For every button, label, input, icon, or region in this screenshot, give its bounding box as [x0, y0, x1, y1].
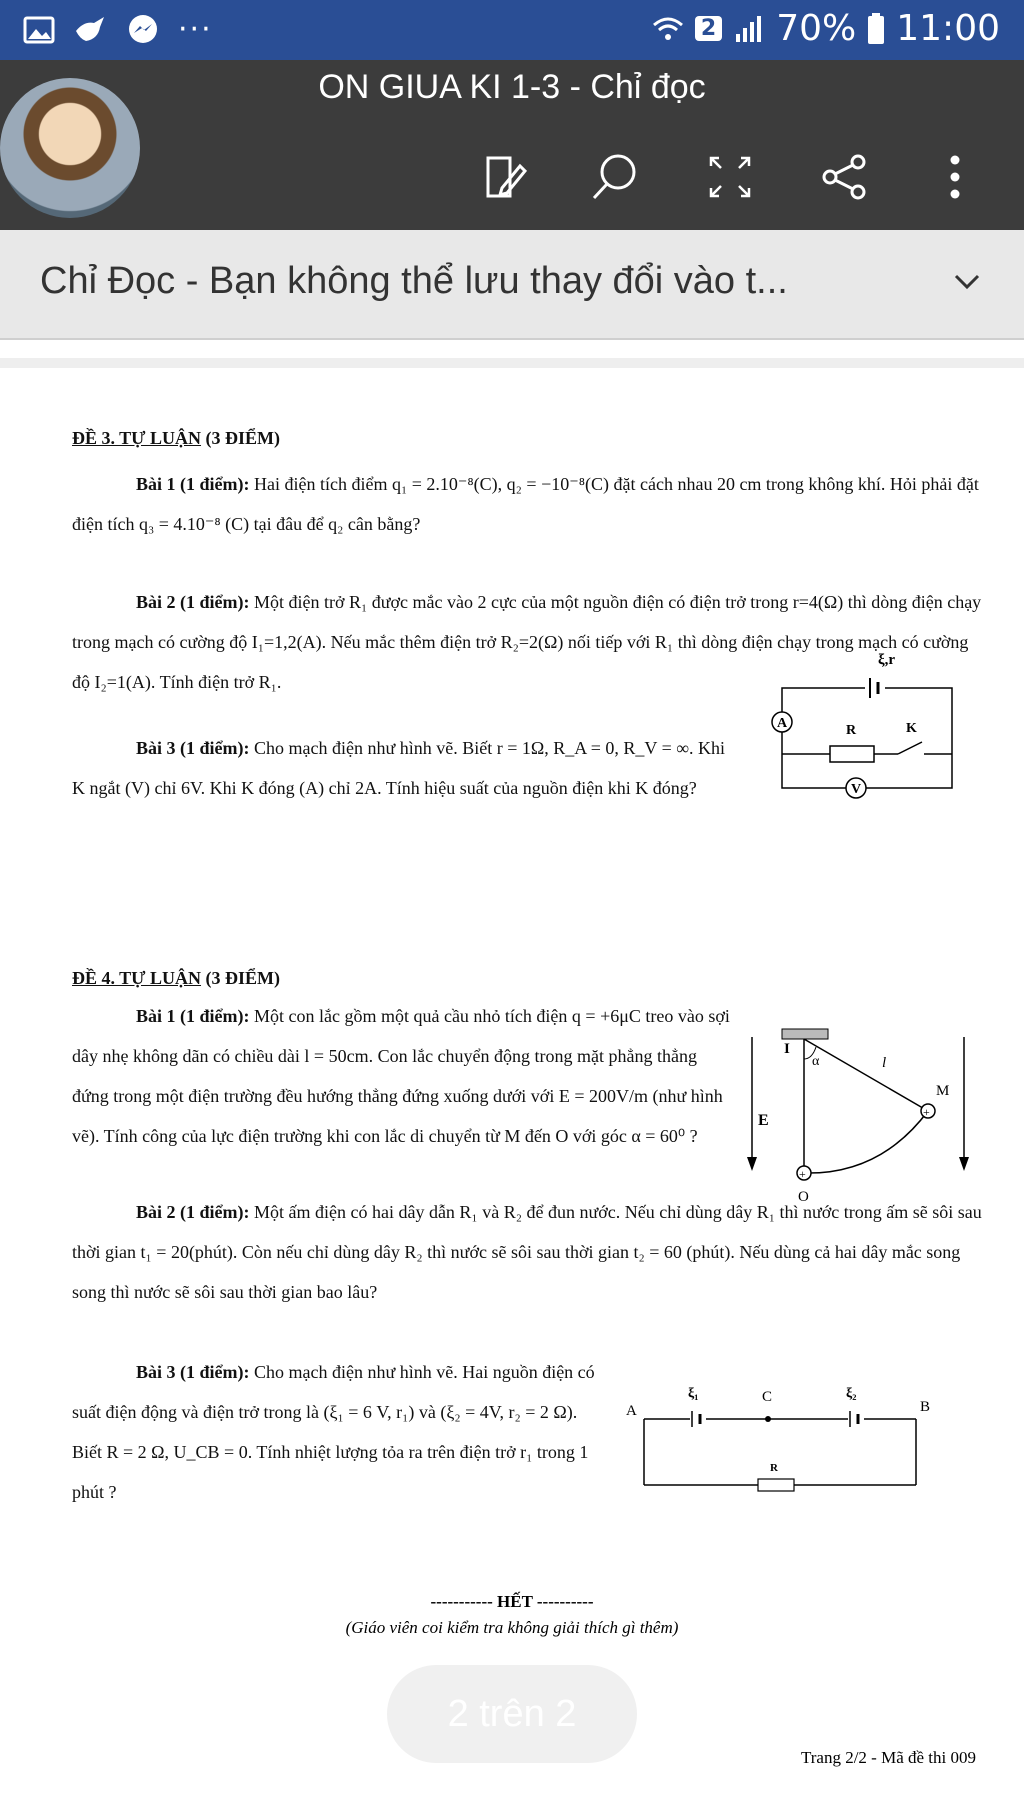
- notification-badge: 2: [695, 16, 722, 41]
- angle-label: α: [812, 1054, 820, 1069]
- ammeter-label: A: [777, 716, 788, 731]
- fullscreen-icon: [705, 152, 755, 202]
- node-b-label: B: [920, 1399, 931, 1415]
- end-note: (Giáo viên coi kiểm tra không giải thích gì thêm): [345, 1618, 679, 1637]
- de4-bai2-label: Bài 2 (1 điểm):: [136, 1202, 250, 1222]
- de3-bai1-text: Hai điện tích điểm q₁ = 2.10⁻⁸(C), q₂ = −10⁻⁸(C) đặt cách nhau 20 cm trong không khí. Hỏi phải đặt điện tích q₃ = 4.10⁻⁸ (C) tại đâu để q₂ cân bằng?: [72, 474, 979, 534]
- app-bar: [0, 60, 1024, 230]
- de4-points: (3 ĐIỂM): [201, 968, 281, 988]
- messenger-icon: [126, 13, 160, 47]
- svg-text:+: +: [923, 1105, 930, 1119]
- resistor-r-label: R: [770, 1462, 778, 1474]
- gallery-icon: [22, 13, 56, 47]
- de4-bai1-label: Bài 1 (1 điểm):: [136, 1006, 250, 1026]
- page-indicator: 2 trên 2: [387, 1665, 637, 1763]
- switch-label: K: [906, 721, 917, 736]
- point-m-label: M: [936, 1083, 950, 1099]
- bird-icon: [74, 13, 108, 47]
- circuit-figure-de4: [620, 1385, 940, 1495]
- readonly-banner[interactable]: [0, 230, 1024, 340]
- edit-button[interactable]: [470, 142, 540, 212]
- de4-bai3-label: Bài 3 (1 điểm):: [136, 1362, 250, 1382]
- edit-icon: [480, 152, 530, 202]
- status-bar: [0, 0, 1024, 60]
- source-label: ξ,r: [878, 652, 896, 668]
- wifi-icon: [651, 12, 685, 46]
- share-button[interactable]: [810, 142, 880, 212]
- more-icon: [945, 152, 965, 202]
- battery-percent: 70%: [776, 8, 857, 49]
- field-label: E: [758, 1112, 769, 1129]
- svg-text:+: +: [799, 1167, 806, 1181]
- de3-points: (3 ĐIỂM): [201, 428, 281, 448]
- de3-bai3-text: Cho mạch điện như hình vẽ. Biết r = 1Ω, R_A = 0, R_V = ∞. Khi K ngắt (V) chỉ 6V. Khi K đóng (A) chỉ 2A. Tính hiệu suất của nguồn điện khi K đóng?: [72, 738, 726, 798]
- battery-icon: [866, 12, 886, 46]
- more-notifications-icon: ···: [178, 12, 213, 47]
- readonly-banner-text: Chỉ Đọc - Bạn không thể lưu thay đổi vào t...: [40, 260, 788, 302]
- fullscreen-button[interactable]: [695, 142, 765, 212]
- page-footer: Trang 2/2 - Mã đề thi 009: [800, 1748, 976, 1767]
- node-c-label: C: [762, 1389, 773, 1405]
- pivot-label: I: [784, 1041, 790, 1057]
- end-marker: ----------- HẾT ----------: [430, 1592, 594, 1611]
- resistor-label: R: [846, 723, 857, 738]
- chevron-down-icon[interactable]: [950, 264, 984, 298]
- e1-label: ξ₁: [688, 1386, 699, 1401]
- clock: 11:00: [896, 8, 1000, 49]
- pendulum-figure: [740, 1025, 980, 1210]
- signal-icon: [732, 12, 766, 46]
- de3-heading: ĐỀ 3. TỰ LUẬN: [72, 428, 202, 448]
- de3-bai1-label: Bài 1 (1 điểm):: [136, 474, 250, 494]
- de3-bai2-label: Bài 2 (1 điểm):: [136, 592, 250, 612]
- de3-bai2-text: Một điện trở R₁ được mắc vào 2 cực của một nguồn điện có điện trở trong r=4(Ω) thì dòng điện chạy trong mạch có cường độ I₁=1,2(A). Nếu mắc thêm điện trở R₂=2(Ω) nối tiếp với R₁ thì dòng điện chạy trong mạch có cường độ I₂=1(A). Tính điện trở R₁.: [72, 592, 982, 692]
- search-button[interactable]: [580, 142, 650, 212]
- toolbar: [470, 142, 1004, 212]
- share-icon: [820, 152, 870, 202]
- node-a-label: A: [626, 1403, 637, 1419]
- de4-bai2-text: Một ấm điện có hai dây dẫn R₁ và R₂ để đun nước. Nếu chỉ dùng dây R₁ thì nước trong ấm sẽ sôi sau thời gian t₁ = 20(phút). Còn nếu chỉ dùng dây R₂ thì nước sẽ sôi sau thời gian t₂ = 60 (phút). Nếu dùng cả hai dây mắc song song thì nước sẽ sôi sau thời gian bao lâu?: [72, 1202, 982, 1302]
- de4-bai3-text: Cho mạch điện như hình vẽ. Hai nguồn điện có suất điện động và điện trở trong là (ξ₁ = 6 V, r₁) và (ξ₂ = 4V, r₂ = 2 Ω). Biết R = 2 Ω, U_CB = 0. Tính nhiệt lượng tỏa ra trên điện trở r₁ trong 1 phút ?: [72, 1362, 595, 1502]
- search-icon: [588, 150, 642, 204]
- de4-bai1-text: Một con lắc gồm một quả cầu nhỏ tích điện q = +6μC treo vào sợi dây nhẹ không dãn có chiều dài l = 50cm. Con lắc chuyển động trong mặt phẳng thẳng đứng trong một điện trường đều hướng thẳng đứng xuống dưới với E = 200V/m (như hình vẽ). Tính công của lực điện trường khi con lắc di chuyển từ M đến O với góc α = 60⁰ ?: [72, 1006, 730, 1146]
- de4-heading: ĐỀ 4. TỰ LUẬN: [72, 968, 202, 988]
- more-options-button[interactable]: [920, 142, 990, 212]
- voltmeter-label: V: [851, 782, 862, 797]
- app-title: ON GIUA KI 1-3 - Chỉ đọc: [318, 68, 706, 106]
- point-o-label: O: [798, 1189, 809, 1205]
- circuit-figure-de3: [770, 650, 960, 800]
- de3-bai3-label: Bài 3 (1 điểm):: [136, 738, 250, 758]
- e2-label: ξ₂: [846, 1386, 857, 1401]
- divider: [0, 358, 1024, 368]
- length-label: l: [882, 1055, 887, 1071]
